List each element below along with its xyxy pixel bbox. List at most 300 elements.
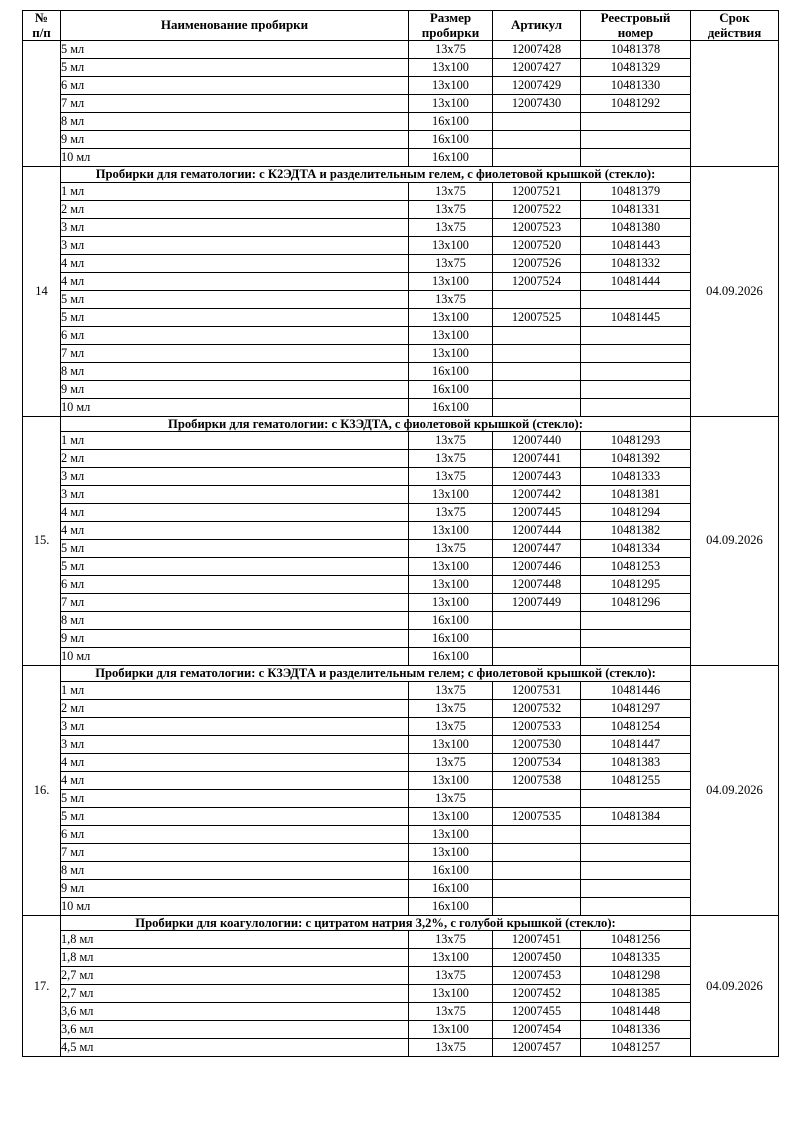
cell-article: 12007522 [493,200,581,218]
cell-tube-size: 16x100 [409,861,493,879]
table-row [23,450,779,468]
cell-registry-number: 10481382 [581,522,691,540]
cell-registry-number: 10481330 [581,77,691,95]
cell-article [493,648,581,666]
table-row [23,362,779,380]
section-header-row [23,915,779,931]
table-row [23,897,779,915]
cell-registry-number [581,879,691,897]
section-number: 14 [23,167,61,417]
cell-article: 12007532 [493,699,581,717]
column-header-validity-line1: Срок [719,10,750,25]
cell-article [493,398,581,416]
cell-registry-number [581,113,691,131]
cell-tube-size: 13x75 [409,200,493,218]
cell-tube-size: 13x75 [409,254,493,272]
table-row [23,807,779,825]
cell-tube-volume: 3 мл [61,735,409,753]
cell-registry-number: 10481444 [581,272,691,290]
cell-registry-number: 10481295 [581,576,691,594]
cell-tube-size: 13x75 [409,699,493,717]
cell-article: 12007521 [493,182,581,200]
cell-registry-number: 10481447 [581,735,691,753]
table-row [23,967,779,985]
cell-article [493,326,581,344]
table-row [23,825,779,843]
cell-article [493,344,581,362]
cell-tube-size: 13x75 [409,717,493,735]
table-row [23,182,779,200]
cell-registry-number: 10481443 [581,236,691,254]
cell-tube-size: 13x100 [409,344,493,362]
section-header-row [23,666,779,682]
column-header-size-line1: Размер [429,10,472,25]
cell-tube-volume: 2 мл [61,450,409,468]
cell-tube-volume: 5 мл [61,290,409,308]
cell-tube-size: 13x100 [409,825,493,843]
cell-registry-number [581,843,691,861]
cell-registry-number: 10481294 [581,504,691,522]
cell-tube-volume: 6 мл [61,825,409,843]
section-title: Пробирки для гематологии: с К3ЭДТА, с фиолетовой крышкой (стекло): [61,416,691,432]
cell-tube-volume: 8 мл [61,362,409,380]
cell-article: 12007530 [493,735,581,753]
cell-article: 12007427 [493,59,581,77]
cell-tube-volume: 1 мл [61,182,409,200]
table-row [23,879,779,897]
cell-tube-volume: 8 мл [61,612,409,630]
table-row [23,681,779,699]
cell-registry-number: 10481446 [581,681,691,699]
cell-article: 12007531 [493,681,581,699]
cell-article [493,612,581,630]
cell-tube-volume: 10 мл [61,648,409,666]
cell-registry-number: 10481332 [581,254,691,272]
cell-tube-size: 13x75 [409,753,493,771]
cell-article [493,362,581,380]
cell-article [493,843,581,861]
cell-tube-size: 13x100 [409,771,493,789]
cell-article: 12007524 [493,272,581,290]
cell-tube-volume: 6 мл [61,77,409,95]
table-row [23,149,779,167]
cell-article [493,630,581,648]
cell-article: 12007533 [493,717,581,735]
cell-article [493,879,581,897]
cell-registry-number: 10481384 [581,807,691,825]
table-row [23,398,779,416]
cell-article: 12007447 [493,540,581,558]
cell-tube-size: 13x100 [409,236,493,254]
table-row [23,504,779,522]
cell-article [493,789,581,807]
cell-article [493,131,581,149]
cell-tube-size: 13x100 [409,522,493,540]
cell-tube-size: 13x75 [409,540,493,558]
table-row [23,717,779,735]
table-row [23,843,779,861]
cell-tube-size: 13x75 [409,468,493,486]
cell-tube-volume: 4 мл [61,753,409,771]
cell-tube-size: 16x100 [409,362,493,380]
cell-tube-volume: 4 мл [61,771,409,789]
column-header-article: Артикул [493,11,581,41]
section-title: Пробирки для гематологии: с К2ЭДТА и разделительным гелем, с фиолетовой крышкой (стекло): [61,167,691,183]
cell-tube-volume: 4 мл [61,522,409,540]
cell-registry-number [581,131,691,149]
cell-registry-number: 10481383 [581,753,691,771]
cell-tube-size: 13x75 [409,290,493,308]
column-header-validity-line2: действия [707,24,762,40]
section-validity-date [691,41,779,167]
cell-tube-volume: 4 мл [61,504,409,522]
column-header-number-line2: п/п [32,24,51,40]
cell-tube-size: 13x75 [409,967,493,985]
cell-registry-number: 10481257 [581,1039,691,1057]
cell-tube-size: 13x75 [409,432,493,450]
cell-article: 12007440 [493,432,581,450]
cell-tube-volume: 6 мл [61,576,409,594]
cell-article [493,149,581,167]
cell-registry-number [581,897,691,915]
section-number [23,41,61,167]
table-row [23,432,779,450]
cell-tube-size: 16x100 [409,897,493,915]
cell-article: 12007445 [493,504,581,522]
cell-tube-volume: 7 мл [61,95,409,113]
cell-tube-volume: 5 мл [61,807,409,825]
table-row [23,699,779,717]
cell-article: 12007538 [493,771,581,789]
cell-registry-number: 10481448 [581,1003,691,1021]
cell-tube-volume: 5 мл [61,41,409,59]
cell-tube-size: 13x75 [409,681,493,699]
cell-article: 12007443 [493,468,581,486]
cell-tube-size: 13x100 [409,59,493,77]
cell-tube-volume: 3 мл [61,236,409,254]
cell-tube-volume: 5 мл [61,789,409,807]
section-validity-date: 04.09.2026 [691,167,779,417]
cell-tube-size: 13x100 [409,326,493,344]
section-number: 17. [23,915,61,1057]
cell-tube-volume: 2 мл [61,200,409,218]
cell-article [493,861,581,879]
table-row [23,648,779,666]
cell-tube-volume: 3 мл [61,486,409,504]
cell-article: 12007450 [493,949,581,967]
table-row [23,576,779,594]
table-row [23,77,779,95]
cell-tube-volume: 8 мл [61,113,409,131]
cell-registry-number [581,344,691,362]
cell-tube-size: 13x75 [409,41,493,59]
cell-registry-number: 10481379 [581,182,691,200]
column-header-name: Наименование пробирки [61,11,409,41]
cell-tube-volume: 5 мл [61,540,409,558]
cell-registry-number: 10481255 [581,771,691,789]
section-number: 16. [23,666,61,916]
table-row [23,272,779,290]
cell-registry-number [581,648,691,666]
cell-tube-size: 16x100 [409,149,493,167]
table-row [23,380,779,398]
cell-tube-volume: 7 мл [61,344,409,362]
cell-registry-number: 10481297 [581,699,691,717]
table-row [23,95,779,113]
cell-tube-size: 13x100 [409,576,493,594]
table-row [23,486,779,504]
cell-tube-size: 13x100 [409,807,493,825]
tube-registry-table [22,10,779,1057]
table-row [23,131,779,149]
cell-registry-number [581,612,691,630]
cell-article: 12007444 [493,522,581,540]
cell-tube-size: 13x100 [409,77,493,95]
cell-tube-size: 13x100 [409,594,493,612]
cell-article: 12007457 [493,1039,581,1057]
cell-article: 12007428 [493,41,581,59]
cell-article: 12007535 [493,807,581,825]
cell-registry-number [581,290,691,308]
column-header-registry-line1: Реестровый [600,10,671,25]
cell-article: 12007454 [493,1021,581,1039]
cell-article: 12007441 [493,450,581,468]
cell-article [493,380,581,398]
table-row [23,753,779,771]
cell-registry-number: 10481334 [581,540,691,558]
cell-registry-number: 10481331 [581,200,691,218]
cell-article: 12007520 [493,236,581,254]
cell-tube-volume: 10 мл [61,897,409,915]
table-row [23,630,779,648]
cell-article [493,290,581,308]
cell-article: 12007453 [493,967,581,985]
section-validity-date: 04.09.2026 [691,416,779,666]
cell-tube-size: 16x100 [409,380,493,398]
section-number: 15. [23,416,61,666]
cell-tube-volume: 2,7 мл [61,967,409,985]
table-row [23,468,779,486]
cell-registry-number: 10481378 [581,41,691,59]
cell-article: 12007526 [493,254,581,272]
cell-article: 12007446 [493,558,581,576]
table-row [23,1039,779,1057]
cell-registry-number: 10481385 [581,985,691,1003]
cell-article: 12007448 [493,576,581,594]
cell-tube-volume: 5 мл [61,308,409,326]
header-row [23,11,779,41]
cell-tube-size: 16x100 [409,648,493,666]
cell-tube-volume: 2,7 мл [61,985,409,1003]
cell-registry-number: 10481335 [581,949,691,967]
cell-registry-number: 10481381 [581,486,691,504]
table-row [23,308,779,326]
section-title: Пробирки для коагулологии: с цитратом натрия 3,2%, с голубой крышкой (стекло): [61,915,691,931]
table-row [23,558,779,576]
table-row [23,254,779,272]
cell-tube-size: 16x100 [409,398,493,416]
cell-registry-number: 10481253 [581,558,691,576]
table-row [23,218,779,236]
cell-tube-volume: 9 мл [61,879,409,897]
cell-registry-number [581,630,691,648]
cell-tube-size: 13x100 [409,558,493,576]
cell-article: 12007455 [493,1003,581,1021]
table-row [23,931,779,949]
column-header-validity [691,11,779,41]
cell-registry-number: 10481445 [581,308,691,326]
cell-registry-number [581,398,691,416]
cell-tube-volume: 7 мл [61,594,409,612]
section-validity-date: 04.09.2026 [691,915,779,1057]
table-row [23,522,779,540]
cell-tube-volume: 3 мл [61,717,409,735]
cell-tube-size: 13x100 [409,95,493,113]
cell-tube-volume: 4 мл [61,254,409,272]
cell-tube-volume: 2 мл [61,699,409,717]
cell-article: 12007451 [493,931,581,949]
table-row [23,1021,779,1039]
cell-tube-size: 13x75 [409,931,493,949]
table-body [23,41,779,1057]
column-header-size [409,11,493,41]
cell-tube-size: 13x100 [409,1021,493,1039]
table-row [23,949,779,967]
cell-tube-volume: 9 мл [61,630,409,648]
table-row [23,540,779,558]
cell-tube-size: 13x100 [409,272,493,290]
table-row [23,236,779,254]
cell-tube-size: 13x100 [409,486,493,504]
cell-tube-volume: 1 мл [61,432,409,450]
table-row [23,59,779,77]
cell-registry-number [581,326,691,344]
cell-registry-number [581,380,691,398]
table-row [23,1003,779,1021]
cell-registry-number: 10481329 [581,59,691,77]
cell-registry-number: 10481336 [581,1021,691,1039]
table-row [23,771,779,789]
table-row [23,344,779,362]
cell-tube-volume: 5 мл [61,558,409,576]
cell-registry-number: 10481333 [581,468,691,486]
table-row [23,789,779,807]
cell-article [493,113,581,131]
cell-tube-size: 16x100 [409,113,493,131]
cell-tube-size: 13x75 [409,218,493,236]
table-row [23,41,779,59]
column-header-registry-line2: номер [617,24,654,40]
table-row [23,200,779,218]
cell-tube-size: 13x100 [409,308,493,326]
cell-tube-size: 16x100 [409,879,493,897]
cell-tube-size: 13x75 [409,789,493,807]
cell-article: 12007429 [493,77,581,95]
table-row [23,985,779,1003]
cell-article: 12007534 [493,753,581,771]
cell-registry-number [581,149,691,167]
cell-tube-volume: 9 мл [61,380,409,398]
cell-tube-volume: 3 мл [61,218,409,236]
table-header [23,11,779,41]
table-row [23,612,779,630]
cell-tube-size: 13x75 [409,450,493,468]
section-header-row [23,416,779,432]
cell-tube-volume: 9 мл [61,131,409,149]
cell-registry-number [581,825,691,843]
cell-registry-number: 10481293 [581,432,691,450]
cell-tube-volume: 3 мл [61,468,409,486]
section-header-row [23,167,779,183]
cell-article [493,897,581,915]
cell-tube-size: 16x100 [409,630,493,648]
column-header-registry [581,11,691,41]
cell-article: 12007449 [493,594,581,612]
cell-tube-volume: 7 мл [61,843,409,861]
cell-article: 12007430 [493,95,581,113]
cell-registry-number: 10481256 [581,931,691,949]
cell-tube-volume: 1,8 мл [61,949,409,967]
cell-registry-number [581,861,691,879]
cell-tube-size: 13x100 [409,735,493,753]
column-header-size-line2: пробирки [421,24,480,40]
cell-registry-number: 10481380 [581,218,691,236]
cell-registry-number: 10481296 [581,594,691,612]
table-row [23,735,779,753]
section-title: Пробирки для гематологии: с К3ЭДТА и разделительным гелем; с фиолетовой крышкой (стекло): [61,666,691,682]
table-row [23,113,779,131]
cell-tube-size: 13x100 [409,843,493,861]
cell-tube-volume: 4,5 мл [61,1039,409,1057]
cell-registry-number [581,789,691,807]
cell-registry-number: 10481254 [581,717,691,735]
cell-tube-size: 13x75 [409,182,493,200]
cell-tube-size: 13x100 [409,985,493,1003]
cell-article: 12007442 [493,486,581,504]
cell-article: 12007452 [493,985,581,1003]
cell-registry-number: 10481298 [581,967,691,985]
cell-tube-volume: 1 мл [61,681,409,699]
column-header-number-line1: № [34,10,49,25]
cell-tube-size: 13x75 [409,1003,493,1021]
cell-article: 12007525 [493,308,581,326]
cell-tube-volume: 5 мл [61,59,409,77]
cell-tube-volume: 3,6 мл [61,1021,409,1039]
cell-tube-size: 16x100 [409,131,493,149]
table-row [23,594,779,612]
cell-registry-number [581,362,691,380]
cell-tube-size: 13x75 [409,1039,493,1057]
table-row [23,326,779,344]
cell-article: 12007523 [493,218,581,236]
cell-tube-volume: 8 мл [61,861,409,879]
cell-registry-number: 10481292 [581,95,691,113]
section-validity-date: 04.09.2026 [691,666,779,916]
cell-tube-volume: 10 мл [61,398,409,416]
cell-registry-number: 10481392 [581,450,691,468]
cell-tube-size: 16x100 [409,612,493,630]
cell-tube-volume: 1,8 мл [61,931,409,949]
table-row [23,290,779,308]
cell-tube-volume: 10 мл [61,149,409,167]
cell-tube-volume: 6 мл [61,326,409,344]
column-header-number [23,11,61,41]
cell-tube-size: 13x75 [409,504,493,522]
cell-tube-volume: 4 мл [61,272,409,290]
cell-tube-volume: 3,6 мл [61,1003,409,1021]
cell-article [493,825,581,843]
table-row [23,861,779,879]
